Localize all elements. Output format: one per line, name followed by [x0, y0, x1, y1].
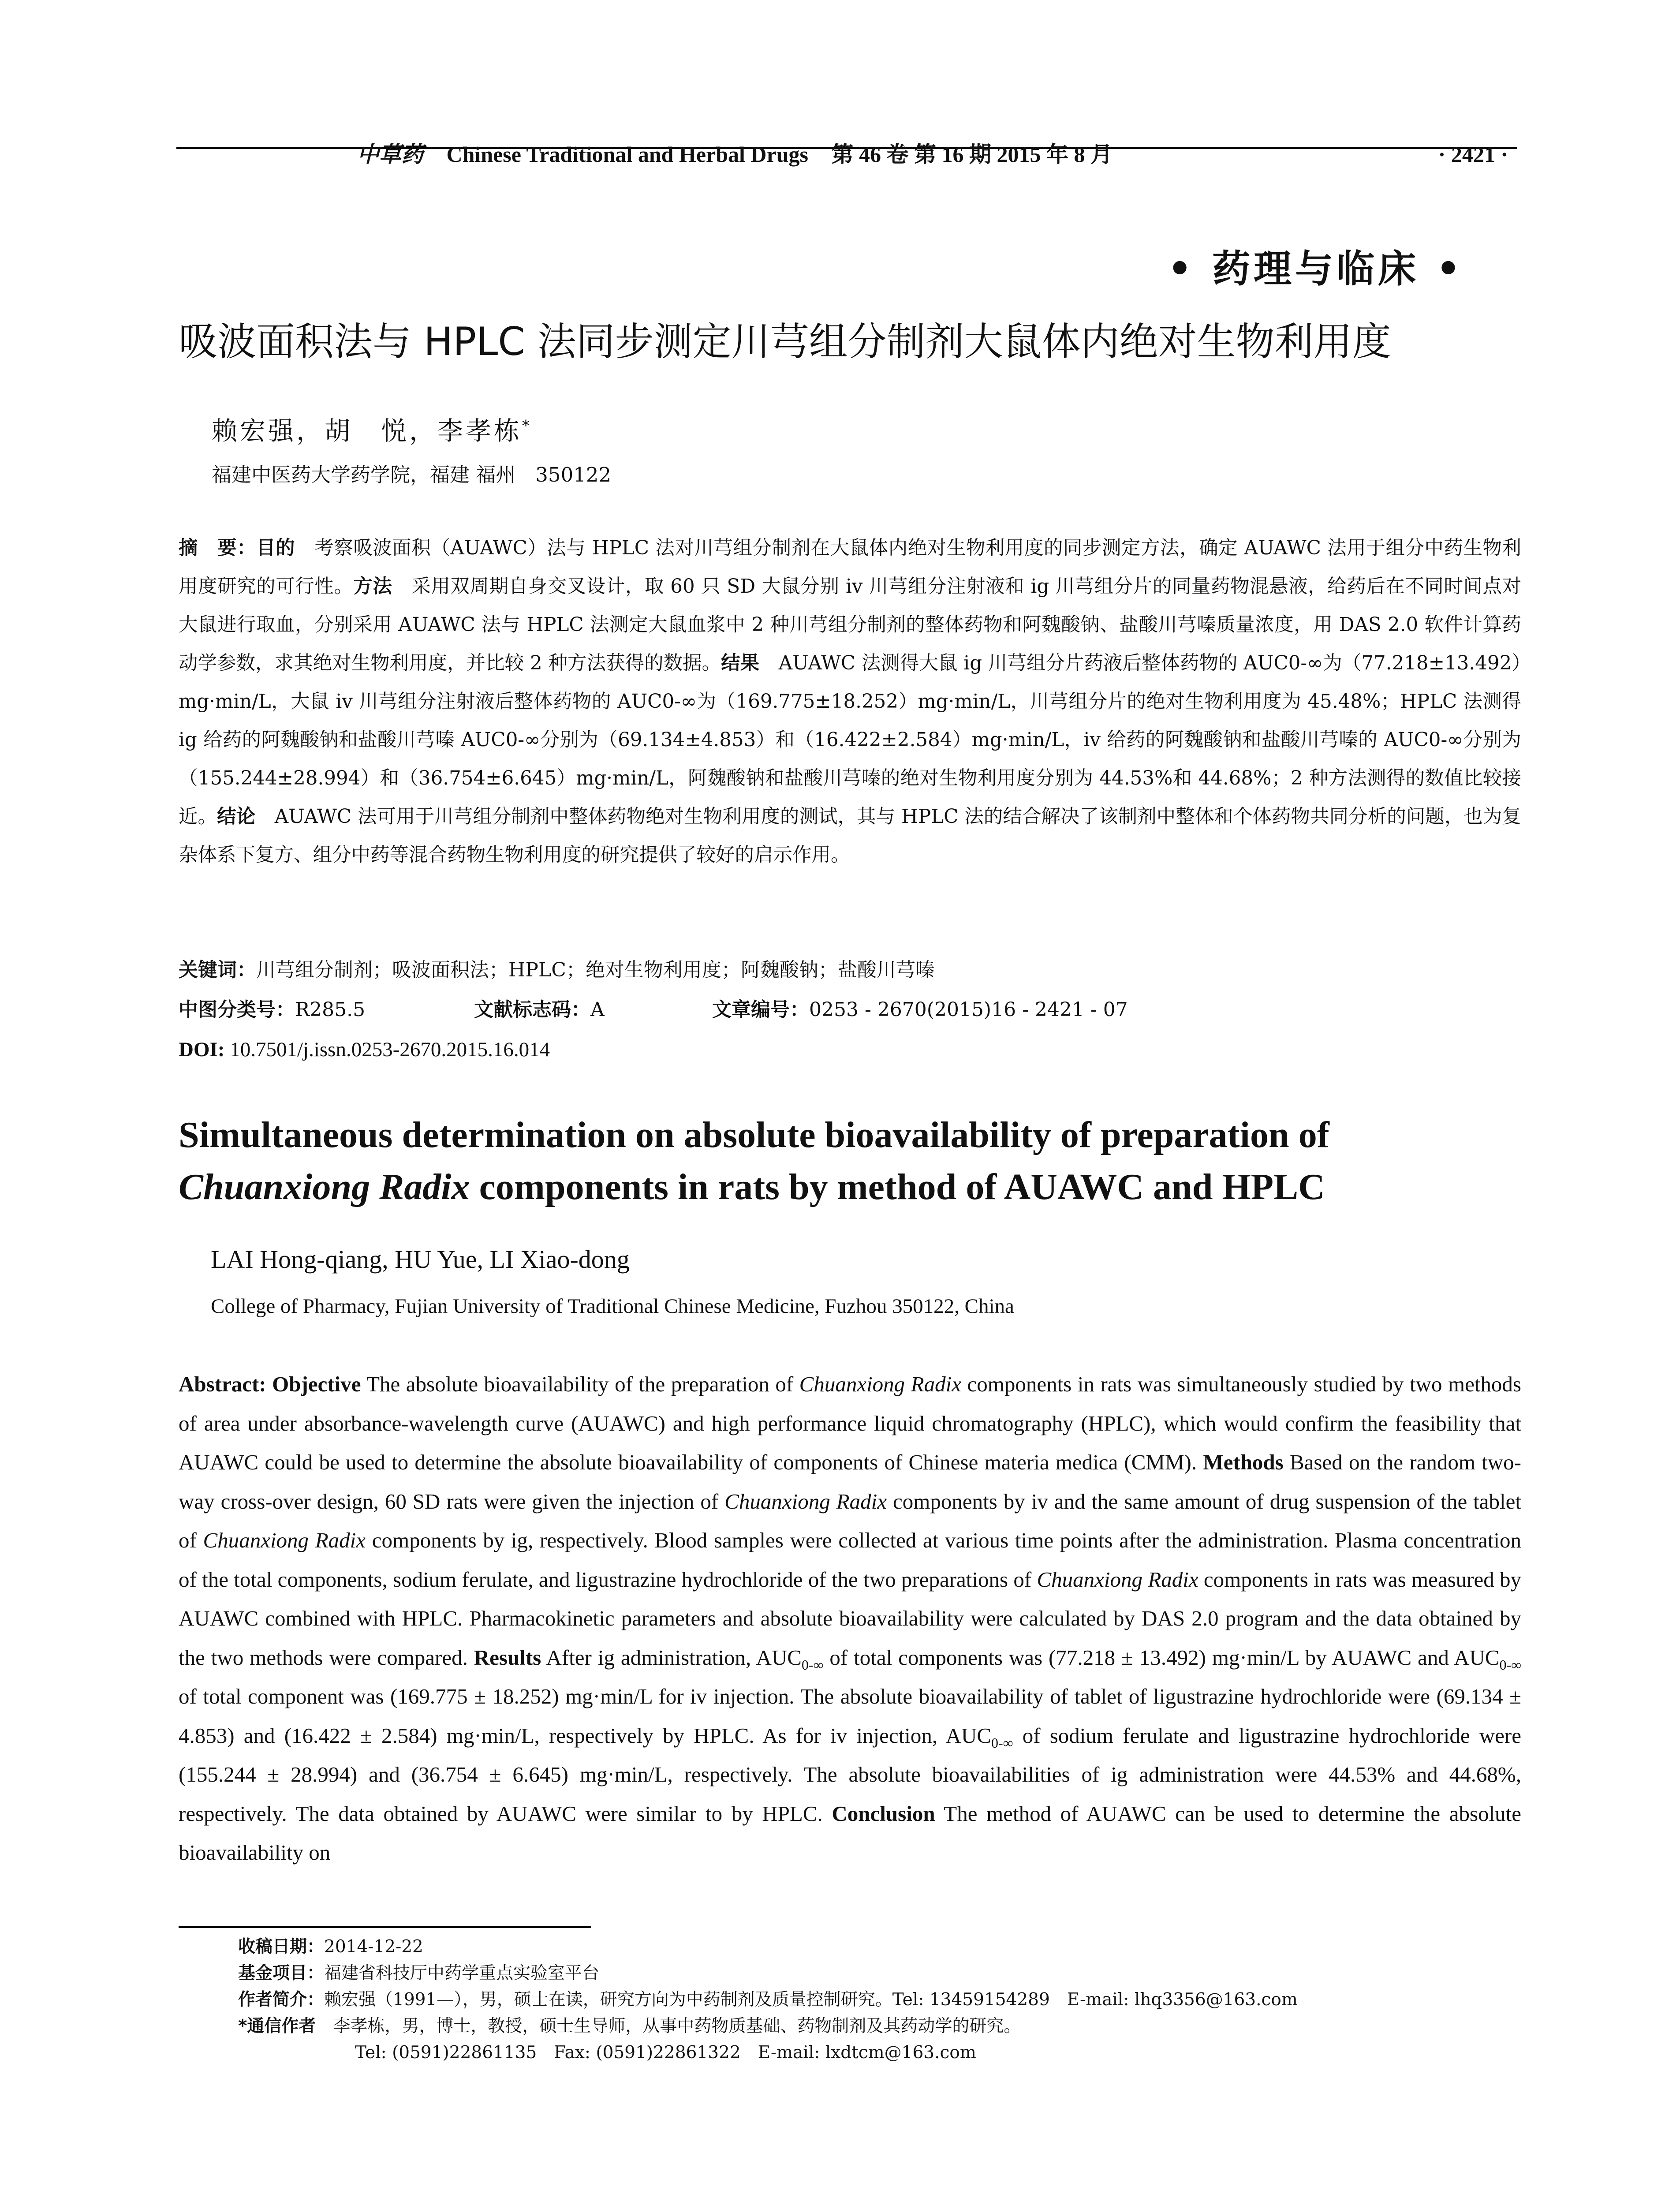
received-value: 2014-12-22 — [324, 1937, 423, 1957]
en-herb-name: Chuanxiong Radix — [203, 1528, 366, 1552]
cn-keywords — [179, 955, 1521, 986]
journal-cn-name: 中草药 — [357, 142, 423, 167]
cn-methods-text: 采用双周期自身交叉设计，取 60 只 SD 大鼠分别 iv 川芎组分注射液和 ig 川芎组分片的同量药物混悬液，给药后在不同时间点对大鼠进行取血，分别采用 AUAWC 法与 HPLC 法测定大鼠血浆中 2 种川芎组分制剂的整体药物和阿魏酸钠、盐酸川芎嗪质量浓度，用 DAS 2.0 软件计算药动学参数，求其绝对生物利用度，并比较 2 种方法获得的数据。 — [179, 576, 1521, 674]
en-herb-name: Chuanxiong Radix — [1037, 1567, 1198, 1592]
en-conclusion-label: Conclusion — [832, 1801, 935, 1826]
corresponding-mark: * — [522, 417, 533, 435]
en-title-herb: Chuanxiong Radix — [179, 1166, 470, 1207]
article-no-value: 0253 - 2670(2015)16 - 2421 - 07 — [809, 998, 1128, 1021]
running-header — [176, 140, 1517, 167]
running-header-journal — [357, 140, 1113, 168]
en-methods-text-3: components by ig, respectively. Blood samples were collected at various time points after the administration. Plasma concentration of the total components, sodium ferulate, and ligustrazine hydrochloride of the two preparations of — [179, 1528, 1521, 1592]
cn-objective-text: 考察吸波面积（AUAWC）法与 HPLC 法对川芎组分制剂在大鼠体内绝对生物利用度的同步测定方法，确定 AUAWC 法用于组分中药生物利用度研究的可行性。 — [179, 537, 1522, 598]
en-title-line1: Simultaneous determination on absolute bioavailability of preparation of — [179, 1114, 1329, 1155]
keywords-label: 关键词： — [179, 959, 256, 981]
cn-methods-label: 方法 — [353, 576, 392, 598]
en-results-text-1: After ig administration, AUC — [541, 1645, 802, 1670]
section-label: • 药理与临床 • — [1168, 247, 1464, 291]
doc-code-label: 文献标志码： — [474, 998, 590, 1021]
issue-info: 第 46 卷 第 16 期 2015 年 8 月 — [831, 142, 1113, 167]
article-no-item — [712, 994, 1128, 1025]
footnote-corresponding — [238, 2013, 1517, 2040]
en-objective-text-1: The absolute bioavailability of the preparation of — [361, 1372, 799, 1396]
clc-label: 中图分类号： — [179, 998, 295, 1021]
cn-objective-label: 目的 — [256, 537, 295, 559]
received-label: 收稿日期： — [238, 1937, 325, 1957]
cn-abstract-label: 摘 要： — [179, 537, 257, 559]
corr-value: 李孝栋，男，博士，教授，硕士生导师，从事中药物质基础、药物制剂及其药动学的研究。 — [316, 2016, 1021, 2036]
cn-results-text: AUAWC 法测得大鼠 ig 川芎组分片药液后整体药物的 AUC0-∞为（77.218±13.492）mg·min/L，大鼠 iv 川芎组分注射液后整体药物的 AUC0-∞为（169.775±18.252）mg·min/L，川芎组分片的绝对生物利用度为 45.48%；HPLC 法测得 ig 给药的阿魏酸钠和盐酸川芎嗪 AUC0-∞分别为（69.134±4.853）和（16.422±2.584）mg·min/L，iv 给药的阿魏酸钠和盐酸川芎嗪的 AUC0-∞分别为（155.244±28.994）和（36.754±6.645）mg·min/L，阿魏酸钠和盐酸川芎嗪的绝对生物利用度分别为 44.53%和 44.68%；2 种方法测得的数值比较接近。 — [179, 652, 1522, 828]
footnote-contact: Tel: (0591)22861135 Fax: (0591)22861322 E-mail: lxdtcm@163.com — [355, 2043, 976, 2063]
en-affiliation: College of Pharmacy, Fujian University of Traditional Chinese Medicine, Fuzhou 350122, China — [211, 1295, 1014, 1318]
footnote-fund — [238, 1960, 1517, 1987]
en-title — [179, 1109, 1521, 1213]
en-abstract — [179, 1365, 1521, 1872]
bio-label: 作者简介： — [238, 1990, 325, 2010]
footnote-bio — [238, 1987, 1517, 2013]
cn-abstract — [179, 529, 1521, 875]
cn-title: 吸波面积法与 HPLC 法同步测定川芎组分制剂大鼠体内绝对生物利用度 — [179, 319, 1391, 364]
en-methods-text-4: components in rats was measured by AUAWC combined with HPLC. Pharmacokinetic parameters and absolute bioavailability were calculated by DAS 2.0 program and the data obtained by the two methods were compared. — [179, 1567, 1522, 1670]
cn-affiliation: 福建中医药大学药学院，福建 福州 350122 — [212, 463, 612, 486]
fund-value: 福建省科技厅中药学重点实验室平台 — [324, 1963, 600, 1983]
doc-code-value: A — [590, 998, 605, 1021]
auc-subscript: 0-∞ — [801, 1656, 824, 1673]
en-herb-name: Chuanxiong Radix — [724, 1489, 887, 1514]
footnotes — [238, 1934, 1517, 2066]
en-objective-label: Objective — [272, 1372, 361, 1396]
auc-subscript: 0-∞ — [991, 1734, 1013, 1751]
en-results-text-2: of total components was (77.218 ± 13.492) mg·min/L by AUAWC and AUC — [823, 1645, 1500, 1670]
clc-item — [179, 994, 474, 1025]
en-methods-text-2: components by iv and the same amount of drug suspension of the tablet of — [179, 1489, 1521, 1552]
journal-en-name: Chinese Traditional and Herbal Drugs — [446, 142, 808, 167]
cn-author-names: 赖宏强，胡 悦，李孝栋 — [212, 416, 523, 446]
cn-conclusion-text: AUAWC 法可用于川芎组分制剂中整体药物绝对生物利用度的测试，其与 HPLC 法的结合解决了该制剂中整体和个体药物共同分析的问题，也为复杂体系下复方、组分中药等混合药物生物利用度的研究提供了较好的启示作用。 — [179, 806, 1522, 866]
footnote-received — [238, 1934, 1517, 1960]
bio-value: 赖宏强（1991—），男，硕士在读，研究方向为中药制剂及质量控制研究。Tel: 13459154289 E-mail: lhq3356@163.com — [324, 1990, 1298, 2010]
en-herb-name: Chuanxiong Radix — [799, 1372, 961, 1396]
en-methods-label: Methods — [1203, 1450, 1284, 1474]
clc-value: R285.5 — [295, 998, 366, 1021]
fund-label: 基金项目： — [238, 1963, 325, 1983]
cn-authors — [212, 410, 532, 447]
en-methods-text-1: Based on the random two-way cross-over design, 60 SD rats were given the injection of — [179, 1450, 1522, 1514]
footnote-divider — [179, 1926, 591, 1928]
page-number: · 2421 · — [1438, 142, 1508, 167]
en-results-text-4: of sodium ferulate and ligustrazine hydrochloride were (155.244 ± 28.994) and (36.754 ± 6.645) mg·min/L, respectively. The absolute bioavailabilities of ig administration were 44.53% and 44.68%, respectively. The data obtained by AUAWC were similar to by HPLC. — [179, 1723, 1521, 1826]
corr-label: *通信作者 — [238, 2016, 316, 2036]
en-results-text-3: of total component was (169.775 ± 18.252) mg·min/L for iv injection. The absolute bioavailability of tablet of ligustrazine hydrochloride were (69.134 ± 4.853) and (16.422 ± 2.584) mg·min/L, respectively by HPLC. As for iv injection, AUC — [179, 1684, 1521, 1748]
doi-value: 10.7501/j.issn.0253-2670.2015.16.014 — [230, 1038, 550, 1061]
auc-subscript: 0-∞ — [1499, 1656, 1521, 1673]
doi-line — [179, 1034, 1521, 1065]
doi-label: DOI: — [179, 1038, 225, 1061]
doc-code-item — [474, 994, 712, 1025]
en-objective-text-2: components in rats was simultaneously studied by two methods of area under absorbance-wavelength curve (AUAWC) and high performance liquid chromatography (HPLC), which would confirm the feasibility that AUAWC could be used to determine the absolute bioavailability of components of Chinese materia medica (CMM). — [179, 1372, 1521, 1474]
en-conclusion-text: The method of AUAWC can be used to determine the absolute bioavailability on — [179, 1801, 1521, 1865]
keywords-text: 川芎组分制剂；吸波面积法；HPLC；绝对生物利用度；阿魏酸钠；盐酸川芎嗪 — [256, 959, 935, 981]
classification-line — [179, 994, 1521, 1025]
article-no-label: 文章编号： — [712, 998, 809, 1021]
en-abstract-label: Abstract: — [179, 1372, 266, 1396]
en-authors: LAI Hong-qiang, HU Yue, LI Xiao-dong — [211, 1245, 630, 1274]
en-results-label: Results — [474, 1645, 541, 1670]
en-title-line2: components in rats by method of AUAWC and HPLC — [470, 1166, 1325, 1207]
cn-conclusion-label: 结论 — [217, 806, 256, 828]
cn-results-label: 结果 — [721, 652, 760, 674]
